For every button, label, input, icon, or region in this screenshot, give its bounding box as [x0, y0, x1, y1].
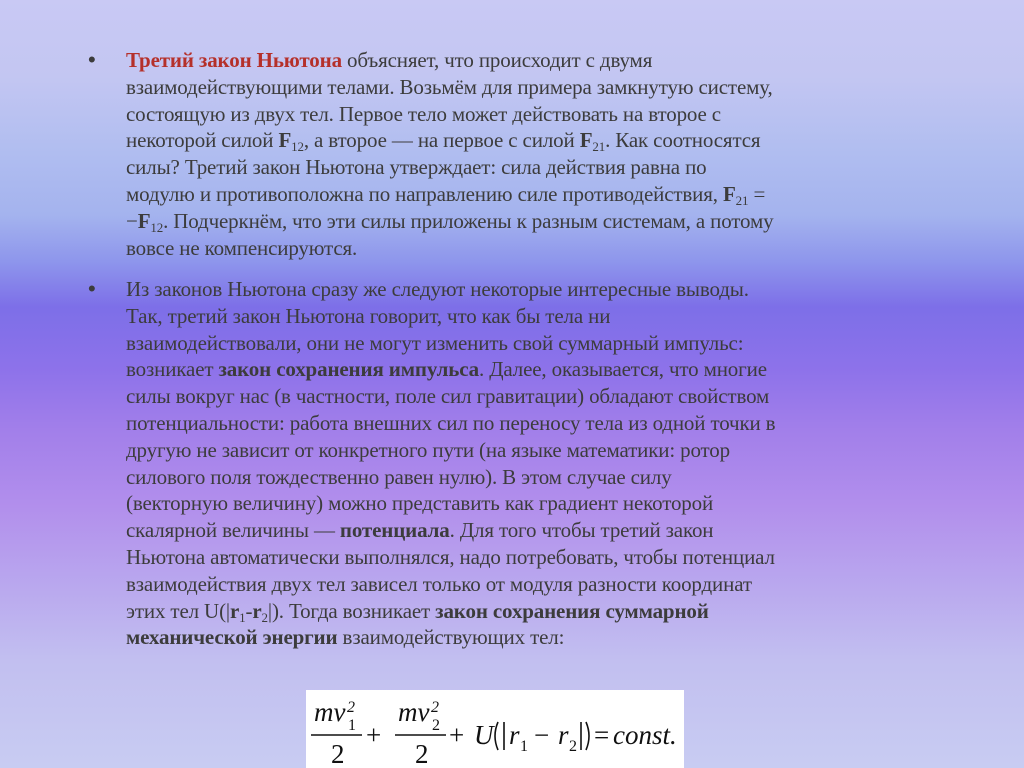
- text-run: взаимодействия двух тел зависел только от модуля разности координат: [126, 571, 752, 596]
- text-line: [126, 437, 936, 464]
- emphasis-text: закон сохранения импульса: [218, 357, 480, 382]
- text-run: . Подчеркнём, что эти силы приложены к разным системам, а потому: [163, 208, 774, 233]
- text-line: [126, 276, 936, 303]
- text-line: [126, 181, 936, 208]
- bullet-marker: •: [88, 47, 96, 72]
- text-run: этих тел U(|: [126, 598, 230, 623]
- formula-plus: +: [449, 720, 465, 750]
- formula-r1-subscript: 1: [520, 738, 528, 755]
- formula-potential-symbol: U: [474, 720, 494, 750]
- text-line: [126, 101, 936, 128]
- text-run: , а второе — на первое с силой: [303, 128, 580, 153]
- formula-term2-denominator: 2: [415, 739, 429, 768]
- emphasis-text: механической энергии: [126, 625, 338, 650]
- subscript: 12: [150, 219, 164, 235]
- paragraph-conservation-laws: [126, 276, 936, 651]
- text-run: силового поля тождественно равен нулю). В этом случае силу: [126, 464, 672, 489]
- text-run: силы? Третий закон Ньютона утверждает: сила действия равна по: [126, 155, 707, 180]
- text-run: другую не зависит от конкретного пути (на языке математики: ротор: [126, 437, 731, 462]
- text-run: Так, третий закон Ньютона говорит, что как бы тела ни: [126, 303, 611, 328]
- bullet-marker: •: [88, 276, 96, 301]
- text-run: |). Тогда возникает: [267, 598, 436, 623]
- subscript: 2: [261, 609, 268, 625]
- text-run: . Для того чтобы третий закон: [449, 518, 714, 543]
- emphasis-text: потенциала: [339, 518, 450, 543]
- text-run: объясняет, что происходит с двумя: [341, 48, 653, 72]
- formula-term1-denominator: 2: [331, 739, 345, 768]
- emphasis-text: r: [252, 598, 262, 623]
- text-line: [126, 624, 936, 651]
- text-run: силы вокруг нас (в частности, поле сил гравитации) обладают свойством: [126, 384, 770, 409]
- text-line: [126, 356, 936, 383]
- text-run: Из законов Ньютона сразу же следуют некоторые интересные выводы.: [126, 277, 749, 301]
- text-run: −: [126, 208, 138, 233]
- subscript: 12: [291, 139, 304, 155]
- text-line: [126, 330, 936, 357]
- text-line: [126, 208, 936, 235]
- emphasis-text: F: [137, 208, 151, 233]
- text-run: модулю и противоположна по направлению силе противодействия,: [126, 181, 723, 206]
- formula-r2: r: [558, 720, 569, 750]
- text-run: некоторой силой: [126, 128, 279, 153]
- text-run: (векторную величину) можно представить как градиент некоторой: [126, 491, 714, 516]
- text-line: [126, 410, 936, 437]
- paragraph-third-law: [126, 47, 936, 261]
- text-run: вовсе не компенсируются.: [126, 235, 358, 260]
- text-line: [126, 235, 936, 262]
- text-run: Ньютона автоматически выполнялся, надо потребовать, чтобы потенциал: [126, 544, 775, 569]
- formula-term1-subscript: 1: [348, 717, 356, 734]
- text-line: [126, 74, 936, 101]
- subscript: 21: [592, 139, 606, 155]
- text-run: . Как соотносятся: [605, 128, 761, 153]
- formula-minus: −: [534, 720, 550, 750]
- emphasis-text: r: [229, 598, 240, 623]
- text-run: =: [748, 181, 766, 206]
- text-run: . Далее, оказывается, что многие: [479, 357, 767, 382]
- text-run: возникает: [126, 357, 219, 382]
- text-line: [126, 598, 936, 625]
- text-line: [126, 383, 936, 410]
- text-line: [126, 154, 936, 181]
- formula-paren-open: [495, 722, 498, 750]
- formula-r2-subscript: 2: [569, 738, 577, 755]
- text-line: [126, 544, 936, 571]
- text-line: [126, 47, 936, 74]
- text-run: скалярной величины —: [126, 518, 340, 543]
- emphasis-text: Третий закон Ньютона: [126, 48, 342, 72]
- formula-const: const.: [613, 720, 677, 750]
- text-run: взаимодействующими телами. Возьмём для примера замкнутую систему,: [126, 74, 773, 99]
- formula-r1: r: [509, 720, 520, 750]
- text-line: [126, 571, 936, 598]
- subscript: 1: [239, 609, 246, 625]
- formula-term1-numerator: mv: [314, 697, 346, 727]
- text-line: [126, 490, 936, 517]
- text-line: [126, 517, 936, 544]
- formula-term2-numerator: mv: [398, 697, 430, 727]
- formula-equals: =: [594, 720, 610, 750]
- text-line: [126, 464, 936, 491]
- formula-term2-superscript: 2: [431, 699, 439, 716]
- subscript: 21: [735, 192, 749, 208]
- energy-conservation-formula: [306, 690, 684, 768]
- emphasis-text: закон сохранения суммарной: [435, 598, 709, 623]
- formula-plus: +: [366, 720, 382, 750]
- text-run: потенциальности: работа внешних сил по переносу тела из одной точки в: [126, 410, 776, 435]
- text-run: взаимодействующих тел:: [337, 625, 565, 650]
- text-line: [126, 303, 936, 330]
- emphasis-text: F: [722, 181, 736, 206]
- text-run: состоящую из двух тел. Первое тело может действовать на второе с: [126, 101, 721, 126]
- emphasis-text: F: [579, 128, 593, 153]
- text-run: -: [245, 598, 253, 623]
- emphasis-text: F: [278, 128, 292, 153]
- text-line: [126, 127, 936, 154]
- formula-term2-subscript: 2: [432, 717, 440, 734]
- formula-paren-close: [586, 722, 589, 750]
- formula-term1-superscript: 2: [347, 699, 355, 716]
- text-run: взаимодействовали, они не могут изменить свой суммарный импульс:: [126, 330, 744, 355]
